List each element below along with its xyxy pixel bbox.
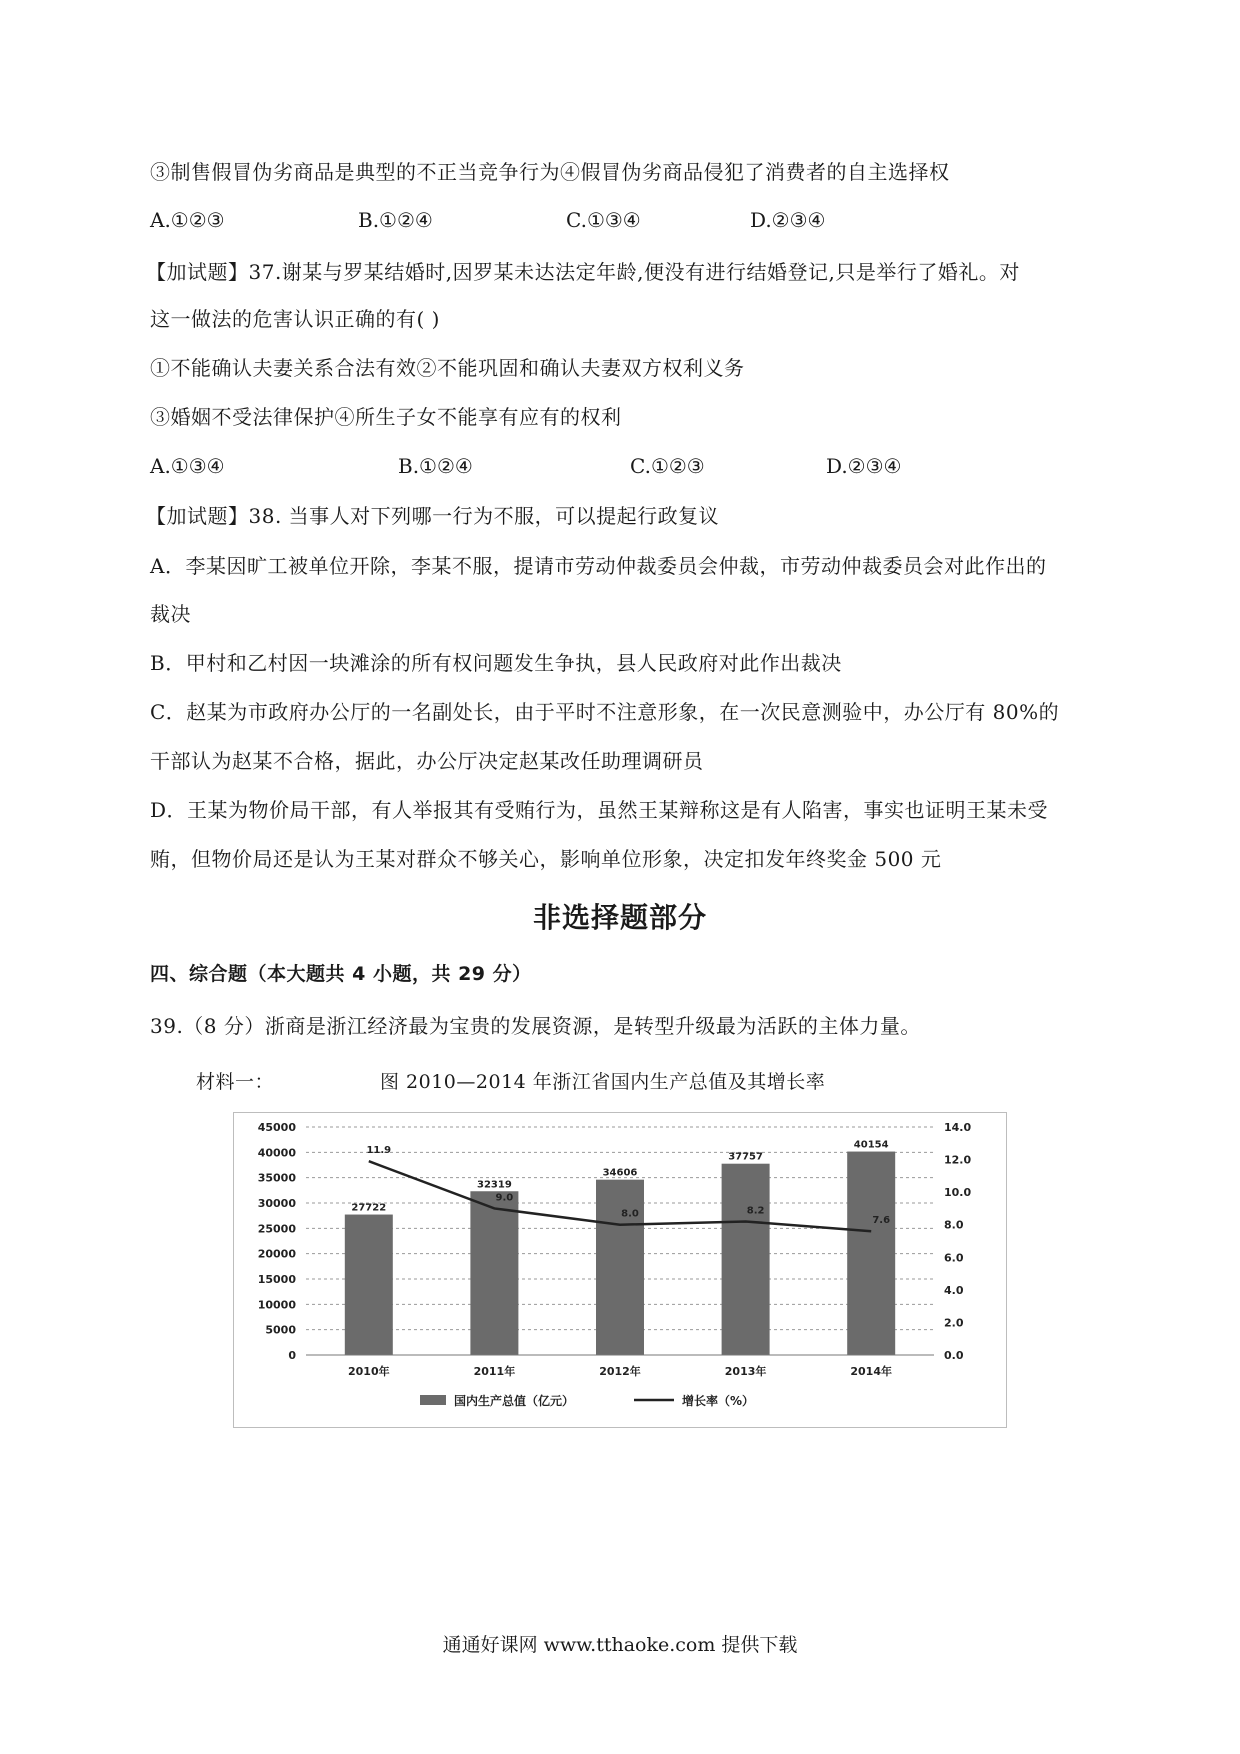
q39-stem: 39.（8 分）浙商是浙江经济最为宝贵的发展资源，是转型升级最为活跃的主体力量。 [150,1014,921,1038]
legend-bar-label: 国内生产总值（亿元） [454,1394,575,1408]
y-left-tick-label: 10000 [257,1298,296,1312]
gdp-chart [234,1113,1006,1427]
bar-value-label: 37757 [728,1151,763,1163]
y-right-tick-label: 8.0 [944,1218,964,1232]
y-left-tick-label: 30000 [257,1197,296,1210]
q38-option-c-line2: 干部认为赵某不合格，据此，办公厅决定赵某改任助理调研员 [150,749,704,773]
q36-option-b: B.①②④ [358,208,433,232]
q37-stem-text: 37.谢某与罗某结婚时,因罗某未达法定年龄,便没有进行结婚登记,只是举行了婚礼。对 [248,260,1020,284]
q37-option-b: B.①②④ [398,454,473,478]
y-left-tick-label: 0 [288,1349,296,1362]
q38-option-d-line2: 贿，但物价局还是认为王某对群众不够关心，影响单位形象，决定扣发年终奖金 500 元 [150,847,942,871]
x-tick-label: 2013年 [724,1365,767,1378]
q36-option-c: C.①③④ [566,208,641,232]
y-right-tick-label: 6.0 [944,1251,964,1265]
x-tick-label: 2011年 [473,1365,516,1378]
footer: 通通好课网 www.tthaoke.com 提供下载 [442,1634,798,1656]
legend-line-label: 增长率（%） [682,1394,755,1408]
y-right-tick-label: 14.0 [944,1121,972,1134]
material-label: 材料一： [196,1071,275,1093]
q37-option-c: C.①②③ [630,454,705,478]
bar [722,1164,770,1355]
q37-option-d: D.②③④ [826,454,902,478]
line-value-label: 8.2 [746,1205,765,1217]
y-left-tick-label: 20000 [257,1247,296,1261]
q37-stem-line2: 这一做法的危害认识正确的有( ) [150,307,440,331]
q38-option-a-line1: A．李某因旷工被单位开除，李某不服，提请市劳动仲裁委员会仲裁，市劳动仲裁委员会对此作出的 [150,554,1047,578]
x-tick-label: 2012年 [599,1365,641,1378]
figure-caption: 图 2010—2014 年浙江省国内生产总值及其增长率 [380,1071,826,1093]
y-right-tick-label: 10.0 [944,1186,972,1200]
y-right-tick-label: 2.0 [944,1316,964,1330]
q38-option-d-line1: D．王某为物价局干部，有人举报其有受贿行为，虽然王某辩称这是有人陷害，事实也证明王某未受 [150,798,1049,822]
y-left-tick-label: 25000 [257,1222,296,1236]
bar [847,1152,895,1355]
bar-value-label: 34606 [602,1167,638,1179]
gdp-chart-frame [233,1112,1007,1428]
bar-value-label: 40154 [853,1139,889,1151]
q36-statement-3-4: ③制售假冒伪劣商品是典型的不正当竞争行为④假冒伪劣商品侵犯了消费者的自主选择权 [150,160,950,184]
q38-stem-text: 38. 当事人对下列哪一行为不服，可以提起行政复议 [248,504,720,528]
q38-tag: 【加试题】 [146,504,249,528]
q36-option-a: A.①②③ [150,208,225,232]
y-left-tick-label: 15000 [257,1273,296,1286]
legend-bar-swatch [420,1395,446,1405]
section-title: 非选择题部分 [532,901,707,934]
q37-stem-line1 [146,258,1020,286]
y-left-tick-label: 40000 [257,1146,296,1160]
q38-option-a-line2: 裁决 [150,602,191,626]
bar [345,1215,393,1355]
line-value-label: 9.0 [495,1192,514,1204]
q37-statement-3-4: ③婚姻不受法律保护④所生子女不能享有应有的权利 [150,405,622,429]
bar [596,1180,644,1355]
bar [470,1191,518,1355]
y-right-tick-label: 0.0 [944,1349,964,1362]
line-value-label: 7.6 [872,1215,891,1227]
q37-statement-1-2: ①不能确认夫妻关系合法有效②不能巩固和确认夫妻双方权利义务 [150,356,745,380]
y-right-tick-label: 4.0 [944,1283,964,1297]
line-value-label: 11.9 [366,1145,392,1157]
q36-option-d: D.②③④ [750,208,826,232]
y-left-tick-label: 45000 [257,1121,296,1134]
x-tick-label: 2010年 [347,1365,390,1378]
q38-option-b: B．甲村和乙村因一块滩涂的所有权问题发生争执，县人民政府对此作出裁决 [150,651,842,675]
bar-value-label: 27722 [351,1202,387,1214]
bar-value-label: 32319 [477,1179,512,1191]
q37-tag: 【加试题】 [146,260,249,284]
q38-option-c-line1: C．赵某为市政府办公厅的一名副处长，由于平时不注意形象，在一次民意测验中，办公厅有 80%的 [150,700,1060,724]
y-left-tick-label: 5000 [265,1323,296,1337]
q38-stem [146,502,719,530]
q37-option-a: A.①③④ [150,454,225,478]
line-value-label: 8.0 [621,1208,639,1220]
section4-heading: 四、综合题（本大题共 4 小题，共 29 分） [150,963,532,985]
x-tick-label: 2014年 [850,1365,893,1378]
y-right-tick-label: 12.0 [944,1153,972,1167]
y-left-tick-label: 35000 [257,1171,296,1185]
